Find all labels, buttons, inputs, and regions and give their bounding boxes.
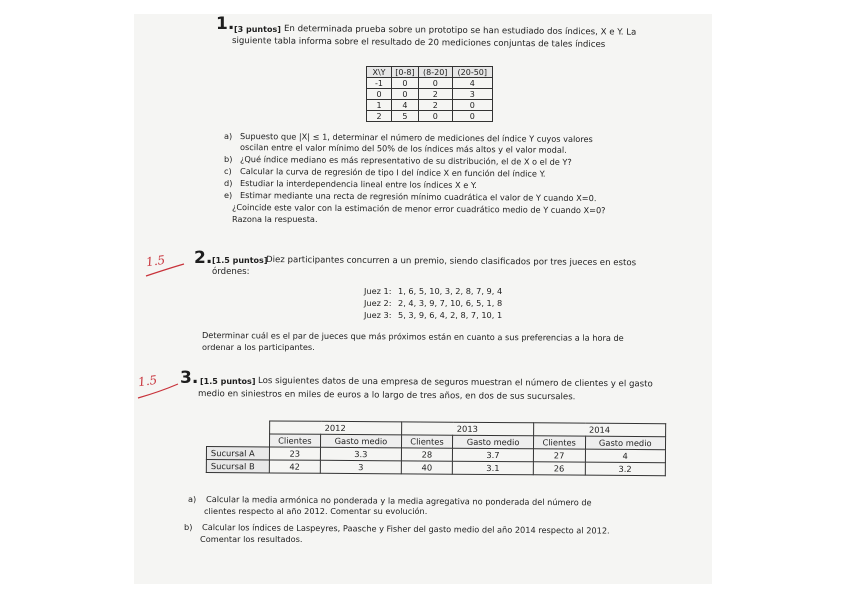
table-row xyxy=(367,111,493,122)
q3-a-line2: clientes respecto al año 2012. Comentar su evolución. xyxy=(204,506,428,516)
table-cell: 4 xyxy=(392,100,419,111)
q2-judge-label: Juez 1: xyxy=(364,286,392,296)
table-row xyxy=(367,100,493,111)
table-cell: 0 xyxy=(418,111,452,122)
table-cell: -1 xyxy=(367,78,392,89)
table-cell: 5 xyxy=(392,111,419,122)
q3-year-header: 2013 xyxy=(401,422,533,436)
table-cell: 0 xyxy=(392,78,419,89)
table-cell: 23 xyxy=(269,447,321,460)
q1-a-label: a) xyxy=(224,131,233,141)
q1-intro-line1: En determinada prueba sobre un prototipo se han estudiado dos índices, X e Y. La xyxy=(283,24,637,38)
table-cell: 28 xyxy=(401,448,453,461)
table-row xyxy=(367,78,493,89)
q3-row-label: Sucursal A xyxy=(206,447,269,460)
q2-judge-label: Juez 3: xyxy=(364,310,392,320)
q2-intro-line2: órdenes: xyxy=(212,267,250,277)
q2-judge-values: 5, 3, 9, 6, 4, 2, 8, 7, 10, 1 xyxy=(398,310,503,320)
q3-year-header: 2012 xyxy=(269,421,401,435)
q3-points: [1.5 puntos] xyxy=(200,377,256,386)
q1-header-cell: (8-20] xyxy=(418,67,452,78)
q3-b-line2: Comentar los resultados. xyxy=(200,534,303,544)
table-cell: 2 xyxy=(367,111,392,122)
table-cell: 3.2 xyxy=(585,462,666,476)
q2-margin-grade: 1.5 xyxy=(145,252,166,270)
q3-subheader: Gasto medio xyxy=(585,436,666,450)
q1-d-label: d) xyxy=(224,178,233,188)
q2-task-line2: ordenar a los participantes. xyxy=(202,342,315,352)
q1-c-text: Calcular la curva de regresión de tipo I del índice X en función del índice Y. xyxy=(239,166,546,179)
q3-subheader: Gasto medio xyxy=(321,434,402,448)
table-cell: 1 xyxy=(367,100,392,111)
q3-intro-line1: Los siguientes datos de una empresa de seguros muestran el número de clientes y el gasto xyxy=(257,376,653,390)
table-cell: 0 xyxy=(452,100,492,111)
table-cell: 3.1 xyxy=(453,461,534,475)
table-cell: 27 xyxy=(533,449,585,462)
table-cell: 3 xyxy=(321,460,402,474)
q1-header-cell: (20-50] xyxy=(452,67,492,78)
table-cell: 0 xyxy=(452,111,492,122)
q2-judge-label: Juez 2: xyxy=(364,298,392,308)
table-cell: 3.3 xyxy=(321,447,402,461)
q3-table xyxy=(206,420,666,476)
q3-margin-stroke-icon xyxy=(136,382,182,402)
q1-header-cell: [0-8] xyxy=(392,67,419,78)
q1-intro-line2: siguiente tabla informa sobre el resultado de 20 mediciones conjuntas de tales índices xyxy=(231,36,606,50)
q1-header-cell: X\Y xyxy=(367,67,392,78)
q1-d-text: Estudiar la interdependencia lineal entre los índices X e Y. xyxy=(239,178,477,191)
q3-number: 3. xyxy=(180,368,199,388)
q2-points: [1.5 puntos] xyxy=(212,256,268,265)
exam-page xyxy=(134,14,712,584)
q3-year-header: 2014 xyxy=(533,423,665,437)
q3-empty-corner xyxy=(206,434,269,447)
q1-e-line3: Razona la respuesta. xyxy=(232,214,318,224)
table-row xyxy=(206,460,665,476)
q1-a-line1: Supuesto que |X| ≤ 1, determinar el número de mediciones del índice Y cuyos valores xyxy=(239,131,593,145)
q2-intro-line1: Diez participantes concurren a un premio, siendo clasificados por tres jueces en estos xyxy=(265,255,637,269)
table-cell: 0 xyxy=(392,89,419,100)
q2-judge-values: 2, 4, 3, 9, 7, 10, 6, 5, 1, 8 xyxy=(398,298,503,308)
q1-points: [3 puntos] xyxy=(234,25,281,34)
table-cell: 3.7 xyxy=(453,448,534,462)
q1-a-line2: oscilan entre el valor mínimo del 50% de los índices más altos y el valor modal. xyxy=(239,142,567,155)
table-cell: 0 xyxy=(367,89,392,100)
table-cell: 2 xyxy=(418,89,452,100)
q1-table xyxy=(366,66,493,122)
q3-subheader: Clientes xyxy=(401,435,453,448)
table-cell: 0 xyxy=(418,78,452,89)
q2-margin-stroke-icon xyxy=(144,262,188,280)
q3-subheader: Clientes xyxy=(533,436,585,449)
table-row xyxy=(367,89,493,100)
q2-judge-values: 1, 6, 5, 10, 3, 2, 8, 7, 9, 4 xyxy=(398,286,503,296)
q3-margin-grade: 1.5 xyxy=(137,372,158,390)
q3-b-label: b) xyxy=(184,522,193,532)
q1-b-text: ¿Qué índice mediano es más representativo de su distribución, el de X o el de Y? xyxy=(239,154,572,167)
table-cell: 4 xyxy=(452,78,492,89)
q3-intro-line2: medio en siniestros en miles de euros a lo largo de tres años, en dos de sus sucursales. xyxy=(197,389,576,403)
q1-c-label: c) xyxy=(224,166,232,176)
q2-task-line1: Determinar cuál es el par de jueces que más próximos están en cuanto a sus preferencias a la hora de xyxy=(201,330,624,343)
table-cell: 42 xyxy=(269,460,321,473)
table-cell: 3 xyxy=(452,89,492,100)
q1-e-line1: Estimar mediante una recta de regresión mínimo cuadrática el valor de Y cuando X=0. xyxy=(239,190,597,204)
q3-empty-corner xyxy=(207,421,270,434)
q3-a-line1: Calcular la media armónica no ponderada y la media agregativa no ponderada del número de xyxy=(205,494,592,508)
table-cell: 2 xyxy=(418,100,452,111)
q1-number: 1. xyxy=(216,14,235,34)
q3-row-label: Sucursal B xyxy=(206,460,269,473)
table-cell: 4 xyxy=(585,449,666,463)
q3-b-line1: Calcular los índices de Laspeyres, Paasche y Fisher del gasto medio del año 2014 respecto al 2012. xyxy=(201,522,610,536)
table-cell: 26 xyxy=(533,462,585,475)
q3-a-label: a) xyxy=(188,494,197,504)
table-cell: 40 xyxy=(401,461,453,474)
q1-e-label: e) xyxy=(224,190,233,200)
q1-b-label: b) xyxy=(224,154,233,164)
q1-table-header xyxy=(367,67,493,78)
q3-subheader: Gasto medio xyxy=(453,435,534,449)
q2-number: 2. xyxy=(194,248,213,268)
q1-e-line2: ¿Coincide este valor con la estimación de menor error cuadrático medio de Y cuando X=0? xyxy=(231,202,606,216)
q3-subheader: Clientes xyxy=(269,434,321,447)
